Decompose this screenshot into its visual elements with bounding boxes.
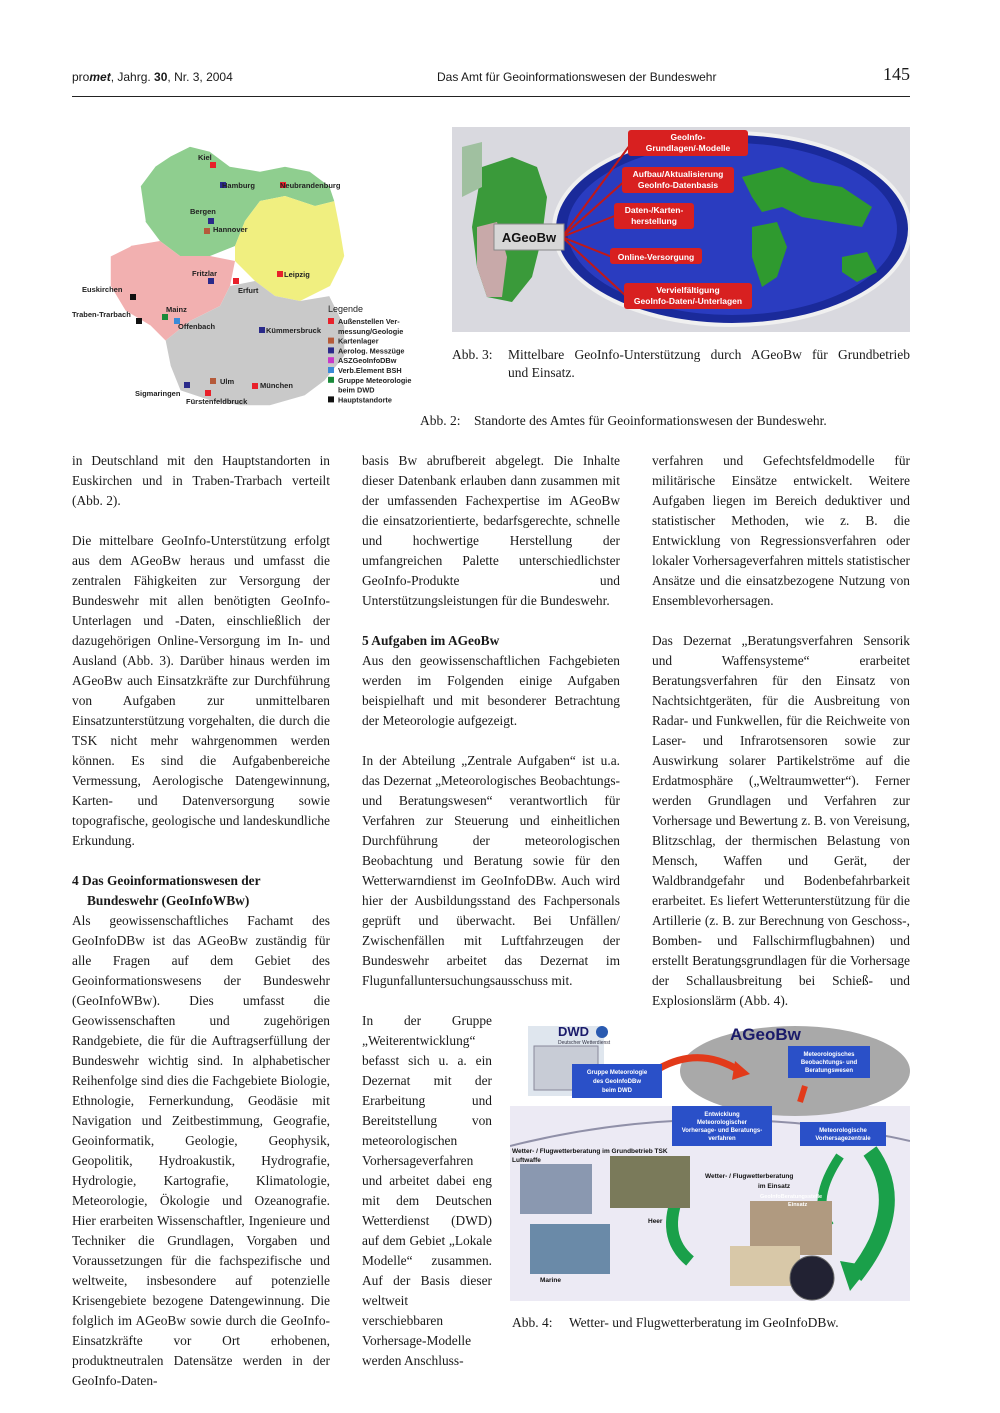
einsatz-label: Wetter- / Flugwetterberatung — [705, 1173, 794, 1180]
fig4-box-text: verfahren — [708, 1136, 736, 1142]
city-label: München — [260, 381, 293, 390]
legend-swatch — [328, 347, 334, 353]
fig3-box-text: GeoInfo-Datenbasis — [637, 180, 719, 190]
caption-label: Abb. 4: — [512, 1315, 553, 1330]
photo-tank — [610, 1156, 690, 1208]
paragraph: Als geowissenschaftliches Fachamt des GeoInfoDBw ist das AGeoBw zuständig für alle Fragen auf dem Gebiet des Geoinformationswesens der Bundeswehr (GeoInfoWBw). Dies umfasst die Geowissenschaften und zugehörigen Randgebiete, die für die Auftragserfüllung der Bundeswehr wichtig sind. In alphabetischer Reihenfolge sind dies die Fachgebiete Biologie, Ethnologie, Fernerkundung, Geodäsie mit Navigation und Zeitbestimmung, Geografie, Geoinformatik, Geologie, Geophysik, Geopolitik, Hydroakustik, Hydrografie, Hydrologie, Kartografie, Klimatologie, Meteorologie, Ökologie und Ozeanografie. Hier erarbeiten Wissenschaftler, Ingenieure und Techniker die Grundlagen, Vorgaben und Voraussetzungen für die fachspezifische und weltweite, insbesondere auf potenzielle Krisengebiete bezogene Datengewinnung. Die folglich im AGeoBw sowie durch die GeoInfo-Einsatzkräfte vor Ort erhobenen, produktneutralen Datensätze werden in der GeoInfo-Daten- — [72, 913, 330, 1388]
paragraph: verfahren und Gefechtsfeldmodelle für militärische Einsätze entwickelt. Weitere Aufgaben liegen im Bereich deduktiver und statistischer Methoden, wie z. B. die Entwicklung von Regressionsverfahren oder lokaler Vorhersageverfahren mittels statistischer Ansätze und die einsatzbezogene Nutzung von Ensemblevorhersagen. — [652, 453, 910, 608]
fig4-box-text: des GeoInfoDBw — [592, 1079, 642, 1085]
fig4-box-text: Meteorologischer — [696, 1120, 748, 1126]
fig3-box-text: GeoInfo- — [670, 132, 706, 142]
legend-label: Aerolog. Messzüge — [338, 346, 405, 356]
city-label: Fritzlar — [192, 269, 218, 278]
fig3-box-text: Online-Versorgung — [617, 252, 695, 262]
column-1 — [72, 451, 330, 1411]
city-label: Bergen — [190, 207, 216, 216]
fig3-box-text: herstellung — [631, 216, 677, 226]
heading-line: 4 Das Geoinformationswesen der — [72, 873, 261, 888]
photo-aircraft — [520, 1164, 592, 1214]
running-title: Das Amt für Geoinformationswesen der Bundeswehr — [437, 70, 717, 84]
section-heading-4 — [72, 871, 330, 911]
fig3-box-text: GeoInfo-Daten/-Unterlagen — [633, 296, 743, 306]
ageobw-label: AGeoBw — [730, 1025, 801, 1044]
city-label: Erfurt — [238, 286, 259, 295]
dwd-label: DWD — [558, 1024, 590, 1039]
legend-swatch — [328, 318, 334, 324]
running-header — [72, 64, 910, 97]
figure-2-caption — [420, 412, 910, 432]
fig4-box-text: beim DWD — [602, 1088, 632, 1094]
ageobw-center-label: AGeoBw — [501, 230, 557, 245]
legend-swatch — [328, 367, 334, 373]
legend-swatch — [328, 377, 334, 383]
fig4-box-text: Entwicklung — [704, 1112, 740, 1118]
fig4-box-text: Beobachtungs- und — [800, 1060, 858, 1066]
caption-text: Standorte des Amtes für Geoinformationswesen der Bundeswehr. — [474, 413, 827, 428]
legend-label: Kartenlager — [338, 336, 379, 346]
page-number: 145 — [883, 64, 910, 84]
legend-label: Verb.Element BSH — [338, 366, 402, 375]
caption-label: Abb. 3: — [452, 347, 493, 362]
fig3-box-text: Grundlagen/-Modelle — [645, 143, 731, 153]
photo-ship — [530, 1224, 610, 1274]
section-heading-5: 5 Aufgaben im AGeoBw — [362, 633, 500, 648]
caption-text: Wetter- und Flugwetterberatung im GeoInfoDBw. — [569, 1315, 839, 1330]
legend-label: Gruppe Meteorologie — [338, 375, 412, 385]
stelle-label: Einsatz — [788, 1202, 808, 1208]
figure-3-diagram — [452, 127, 910, 332]
fig4-box-text: Meteorologische — [819, 1128, 867, 1134]
fig4-box-text: Vorhersage- und Beratungs- — [681, 1128, 763, 1134]
paragraph: In der Gruppe „Weiterentwicklung“ befasst sich u. a. ein Dezernat mit der Erarbeitung und Bereitstellung von meteorologischen Vorhersageverfahren und arbeitet dabei eng mit dem Deutschen Wetterdienst (DWD) auf dem Gebiet „Lokale Modelle“ zusammen. Auf der Basis dieser weltweit verschiebbaren Vorhersage-Modelle werden Anschluss- — [362, 1013, 492, 1368]
fig4-box-text: Gruppe Meteorologie — [586, 1070, 648, 1076]
einsatz-label: im Einsatz — [758, 1183, 791, 1190]
paragraph: Das Dezernat „Beratungsverfahren Sensorik und Waffensysteme“ erarbeitet Beratungsverfahren für den Einsatz von Nachtsichtgeräten, für die Ausbreitung von Radar- und Funkwellen, für die Reichweite von Laser- und Infrarotsensoren sowie zur Auswirkung solarer Partikelströme auf die Erdatmosphäre („Weltraumwetter“). Ferner werden Grundlagen und Verfahren zur Vorhersage und Bewertung z. B. von Vereisung, Blitzschlag, der thermischen Belastung von Mensch, Waffen und Gerät, der Waldbrandgefahr und Bodenbefahrbarkeit erarbeitet. Es liefert Wetterunterstützung für die Artillerie (z. B. zur Berechnung von Geschoss-, Bomben- und Fallschirmflugbahnen) und erstellt Beratungsgrundlagen für die Vorhersage der Schallausbreitung bei Schieß- und Explosionslärm (Abb. 4). — [652, 633, 910, 1008]
fig3-box-text: Daten-/Karten- — [624, 205, 684, 215]
heer-label: Heer — [648, 1218, 663, 1225]
legend-swatch — [328, 396, 334, 402]
fig4-box-text: Meteorologisches — [803, 1052, 855, 1058]
city-label: Euskirchen — [82, 285, 123, 294]
caption-line: Mittelbare GeoInfo-Unterstützung durch AGeoBw für Grundbetrieb — [508, 347, 910, 362]
dwd-sub-label: Deutscher Wetterdienst — [558, 1040, 611, 1046]
city-label: Leipzig — [284, 270, 310, 279]
paragraph: In der Abteilung „Zentrale Aufgaben“ ist u.a. das Dezernat „Meteorologisches Beobachtungs- und Beratungswesen“ verantwortlich für Verfahren zur Steuerung und einheitlichen Durchführung der meteorologischen Beobachtung und Beratung sowie für den Wetterwarndienst im GeoInfoDBw. Auch wird hier der Ausbildungsstand des Fachpersonals geprüft und überwacht. Bei Unfällen/ Zwischenfällen mit Luftfahrzeugen der Bundeswehr arbeitet das Dezernat im Flugunfalluntersuchungsausschuss mit. — [362, 753, 620, 988]
city-label: Fürstenfeldbruck — [186, 397, 248, 406]
paragraph: basis Bw abrufbereit abgelegt. Die Inhalte dieser Datenbank erlauben dann zusammen mit der umfassenden Fachexpertise im AGeoBw die einsatzorientierte, bedarfsgerechte, schnelle und hochwertige Herstellung der umfangreichen Palette unterschiedlichster GeoInfo-Produkte und Unterstützungsleistungen für die Bundeswehr. — [362, 453, 620, 608]
tsk-label: Wetter- / Flugwetterberatung im Grundbetrieb TSK — [512, 1148, 668, 1155]
figure-4-diagram — [510, 1016, 910, 1301]
luftwaffe-label: Luftwaffe — [512, 1157, 541, 1164]
ageobw-support-diagram — [452, 127, 910, 332]
weather-support-diagram — [510, 1016, 910, 1301]
legend-label: Hauptstandorte — [338, 395, 392, 405]
legend-swatch — [328, 357, 334, 363]
column-3 — [652, 451, 910, 1031]
city-label: Mainz — [166, 305, 187, 314]
paragraph: Die mittelbare GeoInfo-Unterstützung erfolgt aus dem AGeoBw heraus und umfasst die zentralen Fähigkeiten zur Versorgung der Bundeswehr mit allen benötigten GeoInfo-Unterlagen und -Daten, einschließlich der dazugehörigen Online-Versorgung im In- und Ausland (Abb. 3). Darüber hinaus werden im AGeoBw auch Einsatzkräfte zur Durchführung von Aufgaben zur unmittelbaren Einsatzunterstützung vorgehalten, die durch die TSK nicht mehr wahrgenommen werden können. Es sind die Aufgabenbereiche Vermessung, Aerologische Datengewinnung, Karten- und Datenversorgung sowie topografische, geologische und landeskundliche Erkundung. — [72, 533, 330, 848]
caption-text — [508, 346, 910, 382]
fig4-box-text: Vorhersagezentrale — [815, 1136, 871, 1142]
figure-2-map — [70, 126, 420, 421]
city-label: Neubrandenburg — [280, 181, 341, 190]
marine-label: Marine — [540, 1277, 561, 1284]
city-label: Ulm — [220, 377, 235, 386]
city-label: Kümmersbruck — [266, 326, 322, 335]
city-label: Hannover — [213, 225, 248, 234]
photo-weather-map — [730, 1246, 800, 1286]
germany-map — [70, 126, 420, 421]
legend-label: Außenstellen Ver- — [338, 317, 400, 326]
fig4-box-text: Beratungswesen — [804, 1068, 854, 1074]
legend-label: ASZGeoInfoDBw — [338, 356, 397, 366]
figure-4-caption — [512, 1314, 910, 1334]
stelle-label: GeoInfoBeratungsstelle — [760, 1194, 823, 1200]
city-label: Hamburg — [222, 181, 255, 190]
city-label: Sigmaringen — [135, 389, 181, 398]
paragraph: in Deutschland mit den Hauptstandorten in Euskirchen und in Traben-Trarbach verteilt (Abb. 2). — [72, 453, 330, 508]
legend-swatch — [328, 338, 334, 344]
heading-line: Bundeswehr (GeoInfoWBw) — [87, 893, 250, 908]
paragraph: Aus den geowissenschaftlichen Fachgebieten werden im Folgenden einige Aufgaben beispielhaft und mit besonderer Betrachtung der Meteorologie aufgezeigt. — [362, 653, 620, 728]
city-label: Traben-Trarbach — [72, 310, 131, 319]
fig3-box-text: Vervielfältigung — [656, 285, 720, 295]
legend-title: Legende — [328, 304, 364, 314]
legend-label: beim DWD — [338, 385, 375, 395]
figure-3-caption — [452, 346, 910, 386]
map-legend — [328, 304, 411, 404]
legend-label: messung/Geologie — [338, 326, 404, 336]
city-label: Offenbach — [178, 322, 216, 331]
caption-line: und Einsatz. — [508, 365, 575, 380]
caption-label: Abb. 2: — [420, 413, 461, 428]
fig3-box-text: Aufbau/Aktualisierung — [632, 169, 724, 179]
journal-ref: promet, Jahrg. 30, Nr. 3, 2004 — [72, 70, 233, 84]
city-label: Kiel — [198, 153, 212, 162]
